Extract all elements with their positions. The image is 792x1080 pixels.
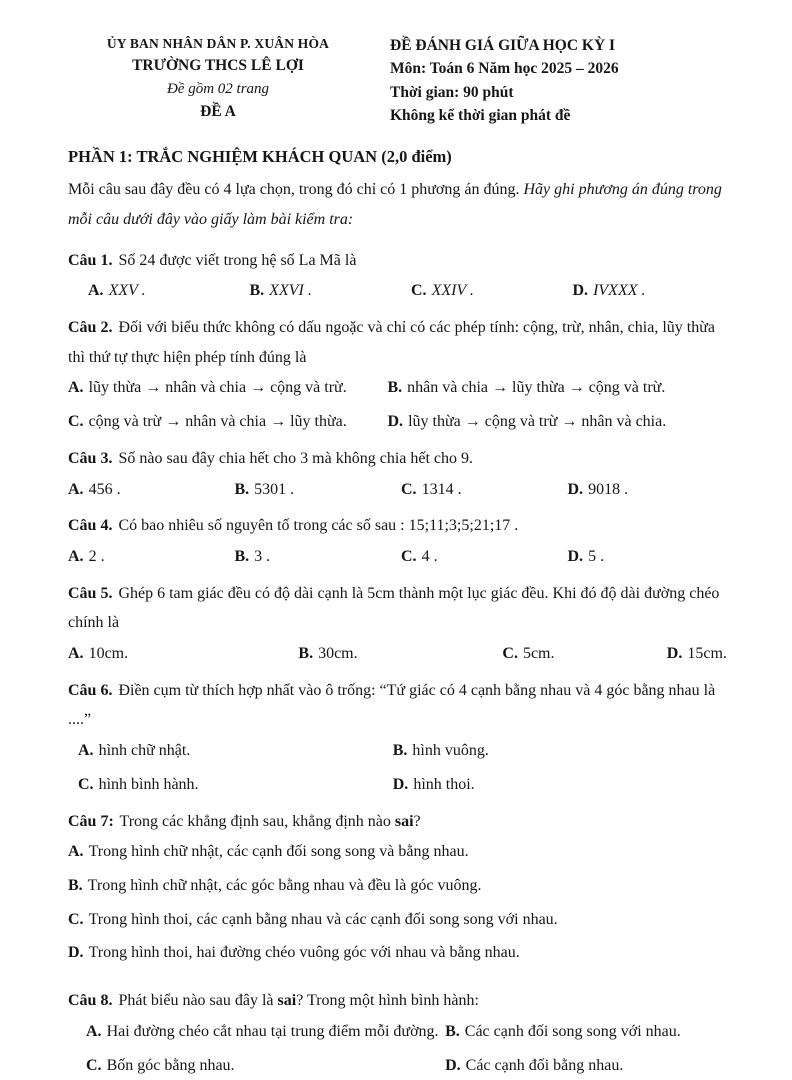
option-text: 456 . <box>88 480 121 498</box>
option-letter: D. <box>567 480 584 498</box>
option-text: 30cm. <box>318 644 358 662</box>
option <box>86 1018 439 1047</box>
option-text: Các cạnh đối bằng nhau. <box>465 1056 624 1074</box>
option-text: XXV . <box>108 282 146 300</box>
option-letter: A. <box>68 644 84 662</box>
option-text: 5301 . <box>254 480 295 498</box>
option-text: XXVI . <box>269 282 312 300</box>
option-text: Hai đường chéo cắt nhau tại trung điểm mỗi đường. <box>106 1022 439 1040</box>
option-letter: D. <box>387 413 404 431</box>
option <box>388 408 729 437</box>
option-text: 10cm. <box>88 644 129 662</box>
question-label: Câu 1. <box>68 251 113 269</box>
option-text: 2 . <box>88 547 105 565</box>
option-letter: D. <box>572 282 589 300</box>
option-text: 4 . <box>421 547 438 565</box>
question-1-options <box>88 277 728 306</box>
option-text: nhân và chia → lũy thừa → cộng và trừ. <box>407 379 666 397</box>
option-text: XXIV . <box>431 282 474 300</box>
question-4-options <box>68 543 728 572</box>
option <box>393 771 728 800</box>
option-letter: D. <box>392 775 409 793</box>
option-letter: C. <box>401 480 417 498</box>
question-6-text <box>68 676 728 735</box>
option-text: hình thoi. <box>413 775 475 793</box>
option <box>445 1018 728 1047</box>
option-letter: A. <box>68 547 84 565</box>
question-7-text <box>68 807 728 837</box>
option-letter: A. <box>78 741 94 759</box>
option <box>88 277 244 306</box>
exam-note: Không kể thời gian phát đề <box>390 106 571 124</box>
question-label: Câu 6. <box>68 681 113 699</box>
question-7-options <box>68 838 728 968</box>
exam-subject: Môn: Toán 6 Năm học 2025 – 2026 <box>390 60 619 78</box>
part1-instructions <box>68 175 728 236</box>
department-name: ỦY BAN NHÂN DÂN P. XUÂN HÒA <box>106 36 330 51</box>
question-body: Ghép 6 tam giác đều có độ dài cạnh là 5cm thành một lục giác đều. Khi đó độ dài đường chéo chính là <box>68 584 720 632</box>
option <box>568 543 729 572</box>
option <box>445 1052 728 1080</box>
question-6-options <box>78 737 728 800</box>
question-body: Có bao nhiêu số nguyên tố trong các số sau : 15;11;3;5;21;17 . <box>114 517 519 535</box>
question-5-options <box>68 640 728 669</box>
option <box>78 771 387 800</box>
option-letter: B. <box>234 480 250 498</box>
option <box>411 277 567 306</box>
option-text: hình bình hành. <box>98 775 199 793</box>
question-8 <box>68 986 728 1080</box>
school-header-block <box>68 34 368 123</box>
exam-info-block <box>390 34 728 127</box>
option <box>502 640 660 669</box>
option-letter: A. <box>88 282 104 300</box>
option-letter: D. <box>567 547 584 565</box>
option-letter: C. <box>502 644 518 662</box>
instructions-normal: Mỗi câu sau đây đều có 4 lựa chọn, trong đó chỉ có 1 phương án đúng. <box>68 181 524 198</box>
instructions-italic: Hãy ghi phương án đúng trong mỗi câu dưới đây vào giấy làm bài kiểm tra: <box>68 181 722 229</box>
option-letter: B. <box>234 547 250 565</box>
option-letter: A. <box>68 480 84 498</box>
question-4 <box>68 511 728 571</box>
question-3 <box>68 444 728 504</box>
option-letter: C. <box>68 910 84 928</box>
option-text: hình vuông. <box>412 741 489 759</box>
option-text: lũy thừa → nhân và chia → cộng và trừ. <box>88 379 347 397</box>
page-header <box>68 34 728 127</box>
exam-title: ĐỀ ĐÁNH GIÁ GIỮA HỌC KỲ I <box>390 37 616 54</box>
option <box>78 737 387 766</box>
option-text: 15cm. <box>687 644 727 662</box>
question-bold: sai <box>394 812 414 830</box>
question-body-after: ? <box>413 812 421 830</box>
question-body: Đối với biểu thức không có dấu ngoặc và chỉ có các phép tính: cộng, trừ, nhân, chia, lũy thừa thì thứ tự thực hiện phép tính đúng là <box>68 319 715 366</box>
option-text: lũy thừa → cộng và trừ → nhân và chia. <box>408 413 667 431</box>
question-label: Câu 7: <box>68 812 114 830</box>
option <box>667 640 728 669</box>
option-letter: C. <box>78 775 94 793</box>
option <box>573 277 729 306</box>
option-text: 1314 . <box>421 480 462 498</box>
question-3-text <box>68 444 728 474</box>
option-letter: B. <box>68 876 83 894</box>
option-letter: B. <box>445 1022 460 1040</box>
option-letter: B. <box>298 644 314 662</box>
option-text: Các cạnh đối song song với nhau. <box>464 1022 681 1040</box>
option <box>68 374 382 403</box>
question-body: Trong các khẳng định sau, khẳng định nào <box>115 812 395 830</box>
option <box>68 543 229 572</box>
question-4-text <box>68 511 728 541</box>
question-body: Điền cụm từ thích hợp nhất vào ô trống: “Tứ giác có 4 cạnh bằng nhau và 4 góc bằng nhau là ....” <box>68 681 716 729</box>
part1-title: PHẦN 1: TRẮC NGHIỆM KHÁCH QUAN (2,0 điểm) <box>68 147 452 166</box>
option <box>68 838 728 867</box>
option-letter: A. <box>68 379 84 397</box>
question-3-options <box>68 476 728 505</box>
option <box>68 939 728 968</box>
option-text: Bốn góc bằng nhau. <box>106 1056 235 1074</box>
question-8-text <box>68 986 728 1016</box>
question-body: Số 24 được viết trong hệ số La Mã là <box>114 251 357 269</box>
question-8-options <box>86 1018 728 1080</box>
option-letter: B. <box>387 379 403 397</box>
question-6 <box>68 676 728 800</box>
option <box>393 737 728 766</box>
option-letter: C. <box>68 413 84 431</box>
option <box>388 374 729 403</box>
option-letter: D. <box>445 1056 461 1074</box>
option-letter: C. <box>86 1056 102 1074</box>
option <box>68 408 382 437</box>
question-label: Câu 8. <box>68 992 113 1010</box>
option <box>68 906 728 935</box>
option <box>568 476 729 505</box>
option-text: Trong hình thoi, hai đường chéo vuông góc với nhau và bằng nhau. <box>88 944 520 962</box>
school-name: TRƯỜNG THCS LÊ LỢI <box>132 57 304 75</box>
question-2-options <box>68 374 728 437</box>
question-1 <box>68 246 728 306</box>
option <box>68 476 229 505</box>
option <box>235 543 396 572</box>
question-1-text <box>68 246 728 276</box>
option-letter: B. <box>249 282 265 300</box>
question-2 <box>68 313 728 437</box>
option <box>401 476 562 505</box>
option-text: 3 . <box>254 547 271 565</box>
option-text: IVXXX . <box>593 282 646 300</box>
option-text: Trong hình thoi, các cạnh bằng nhau và các cạnh đối song song với nhau. <box>88 910 558 928</box>
option-letter: C. <box>411 282 427 300</box>
exam-duration: Thời gian: 90 phút <box>390 83 514 101</box>
question-5-text <box>68 579 728 638</box>
option-text: hình chữ nhật. <box>98 741 191 759</box>
question-label: Câu 5. <box>68 584 113 602</box>
option <box>86 1052 439 1080</box>
option-letter: A. <box>68 843 84 861</box>
option <box>68 872 728 901</box>
option <box>250 277 406 306</box>
question-7 <box>68 807 728 969</box>
option-text: Trong hình chữ nhật, các góc bằng nhau và đều là góc vuông. <box>87 876 482 894</box>
option-letter: D. <box>666 644 683 662</box>
option-letter: A. <box>86 1022 102 1040</box>
option-letter: B. <box>392 741 408 759</box>
option <box>298 640 496 669</box>
option-text: 5cm. <box>522 644 555 662</box>
question-label: Câu 4. <box>68 517 113 535</box>
question-label: Câu 3. <box>68 449 113 467</box>
question-body-after: ? Trong một hình bình hành: <box>296 992 479 1010</box>
pages-note: Đề gồm 02 trang <box>166 80 270 97</box>
option-text: cộng và trừ → nhân và chia → lũy thừa. <box>88 413 347 431</box>
exam-variant: ĐỀ A <box>200 103 236 120</box>
option-text: 9018 . <box>588 480 629 498</box>
option <box>401 543 562 572</box>
question-body: Số nào sau đây chia hết cho 3 mà không chia hết cho 9. <box>114 449 474 467</box>
question-label: Câu 2. <box>68 319 113 337</box>
option-letter: C. <box>401 547 417 565</box>
question-body: Phát biểu nào sau đây là <box>114 992 278 1010</box>
question-bold: sai <box>277 992 297 1010</box>
option-letter: D. <box>68 944 84 962</box>
option-text: 5 . <box>588 547 605 565</box>
option-text: Trong hình chữ nhật, các cạnh đối song song và bằng nhau. <box>88 843 469 861</box>
option <box>68 640 292 669</box>
question-5 <box>68 579 728 669</box>
question-2-text <box>68 313 728 372</box>
option <box>235 476 396 505</box>
